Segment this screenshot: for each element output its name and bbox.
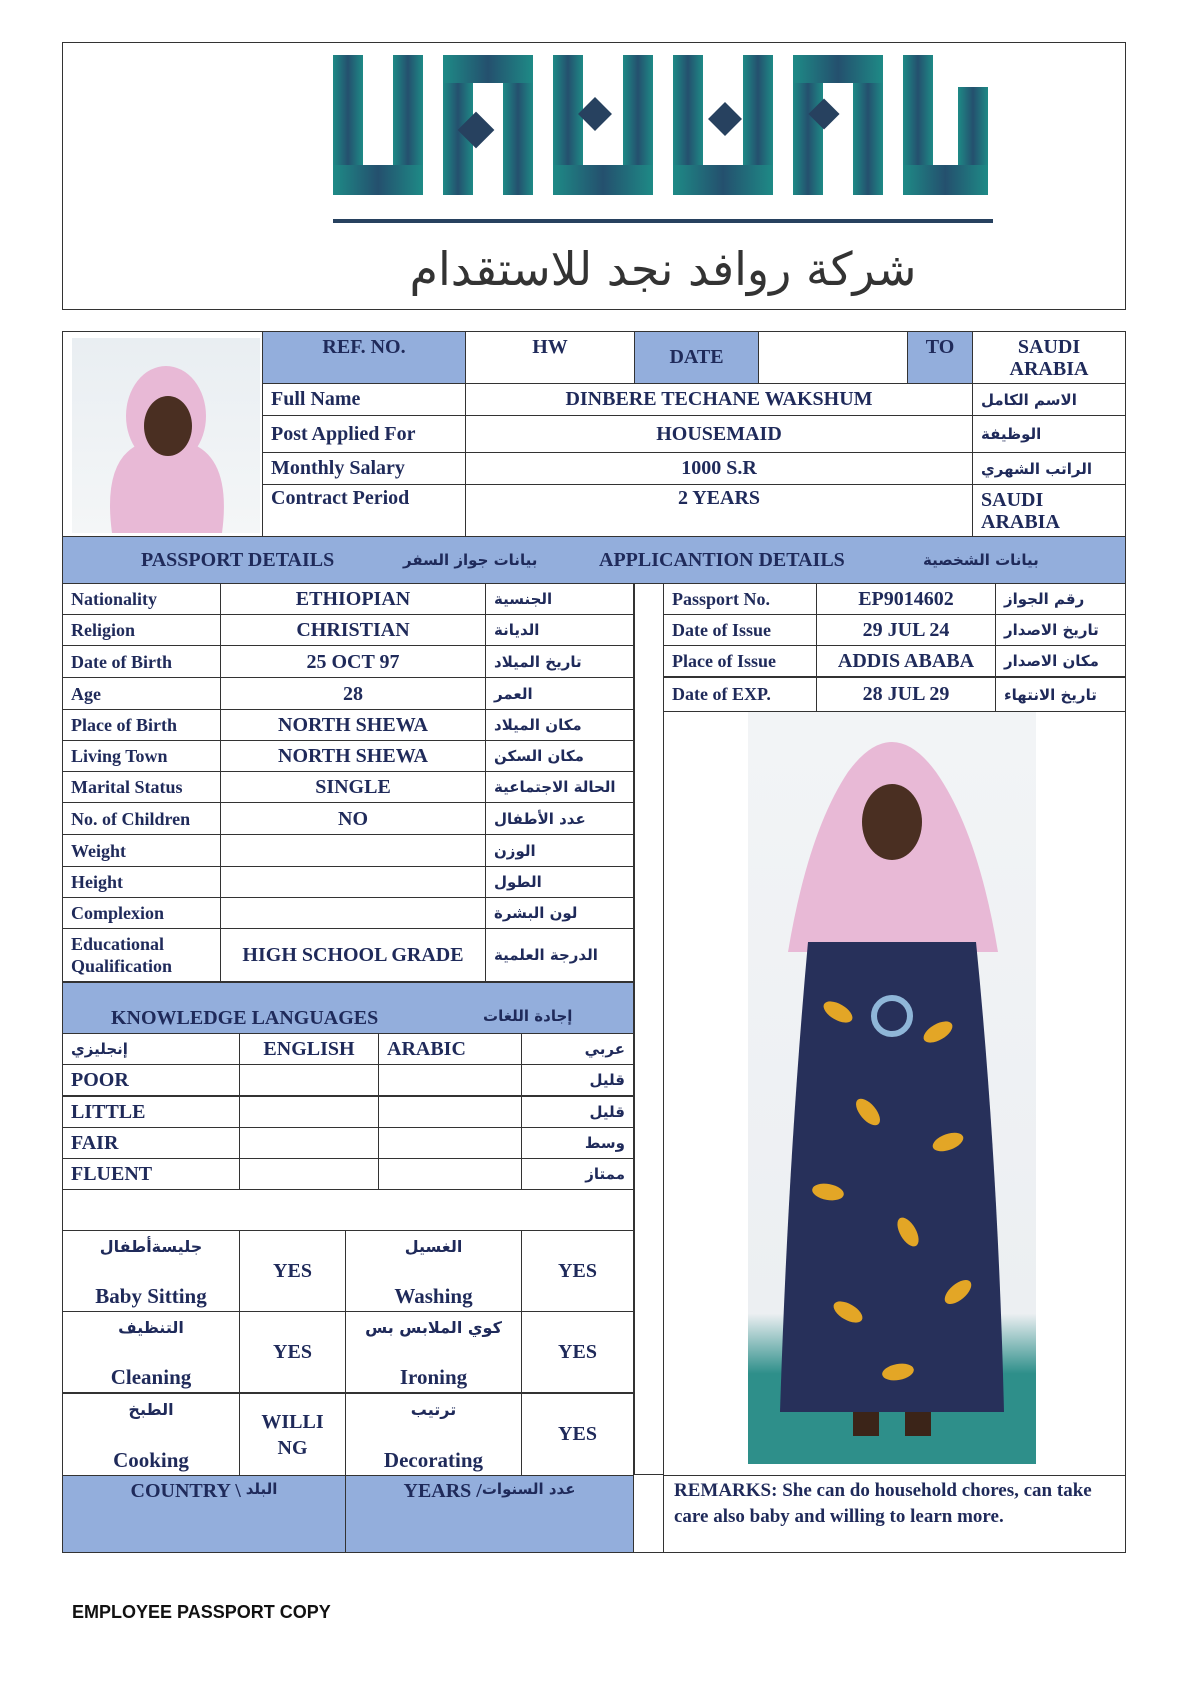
passport-label: Place of Issue <box>663 645 817 677</box>
skill-name-cell <box>345 1311 522 1393</box>
passport-details-heading: PASSPORT DETAILS <box>141 549 335 571</box>
contract-value: 2 YEARS <box>465 484 973 537</box>
personal-label-ar: الجنسية <box>485 583 634 615</box>
skill-name: Baby Sitting <box>95 1284 207 1308</box>
country-label: COUNTRY \ <box>130 1480 241 1502</box>
salary-value: 1000 S.R <box>465 452 973 485</box>
passport-label-ar: رقم الجواز <box>995 583 1126 615</box>
personal-value: CHRISTIAN <box>220 614 486 646</box>
section-bar <box>62 536 1126 584</box>
arabic-level-cell <box>378 1096 522 1128</box>
language-level-label-ar: قليل <box>521 1064 634 1096</box>
applicant-full-body-photo <box>748 712 1036 1464</box>
contract-label: Contract Period <box>262 484 466 537</box>
arabic-level-cell <box>378 1127 522 1159</box>
english-level-cell <box>239 1127 379 1159</box>
col-arabic-ar: عربي <box>521 1033 634 1065</box>
country-header <box>62 1475 346 1553</box>
personal-label: Educational Qualification <box>62 928 221 982</box>
personal-label: Place of Birth <box>62 709 221 741</box>
passport-label-ar: تاريخ الاصدار <box>995 614 1126 646</box>
salary-label: Monthly Salary <box>262 452 466 485</box>
date-value <box>758 331 908 384</box>
skill-name-ar: ترتيب <box>410 1400 457 1419</box>
english-level-cell <box>239 1096 379 1128</box>
personal-label: Height <box>62 866 221 898</box>
to-label: TO <box>907 331 973 384</box>
skill-name-ar: كوي الملابس بس <box>365 1318 502 1337</box>
passport-label: Date of Issue <box>663 614 817 646</box>
personal-label: Complexion <box>62 897 221 929</box>
post-label-ar: الوظيفة <box>972 415 1126 453</box>
date-label: DATE <box>634 331 759 384</box>
skill-name-cell <box>62 1230 240 1312</box>
years-label-ar: عدد السنوات <box>481 1480 576 1498</box>
skill-name-cell <box>62 1393 240 1476</box>
country-label-ar: البلد <box>245 1480 278 1498</box>
passport-value: ADDIS ABABA <box>816 645 996 677</box>
salary-label-ar: الراتب الشهري <box>972 452 1126 485</box>
skill-value: YES <box>521 1311 634 1393</box>
personal-value: SINGLE <box>220 771 486 803</box>
personal-label-ar: مكان الميلاد <box>485 709 634 741</box>
full-name-label: Full Name <box>262 383 466 416</box>
language-level-label-ar: وسط <box>521 1127 634 1159</box>
arabic-level-cell <box>378 1064 522 1096</box>
personal-label-ar: الحالة الاجتماعية <box>485 771 634 803</box>
personal-label-ar: لون البشرة <box>485 897 634 929</box>
skill-name-ar: الغسيل <box>404 1237 463 1256</box>
skill-value: YES <box>521 1393 634 1476</box>
language-level-label: FAIR <box>62 1127 240 1159</box>
languages-title-ar: إجادة اللغات <box>483 1007 573 1025</box>
passport-label-ar: تاريخ الانتهاء <box>995 677 1126 712</box>
full-name-label-ar: الاسم الكامل <box>972 383 1126 416</box>
skill-value: YES <box>239 1311 346 1393</box>
passport-label: Date of EXP. <box>663 677 817 712</box>
col-arabic: ARABIC <box>378 1033 522 1065</box>
passport-label: Passport No. <box>663 583 817 615</box>
skill-value: WILLI NG <box>239 1393 346 1476</box>
languages-heading <box>62 982 634 1034</box>
skill-name-cell <box>345 1393 522 1476</box>
contract-country: SAUDI ARABIA <box>972 484 1126 537</box>
personal-label: Nationality <box>62 583 221 615</box>
personal-value: NORTH SHEWA <box>220 709 486 741</box>
skill-name: Cleaning <box>110 1365 192 1389</box>
company-logo-mark <box>333 47 993 233</box>
skill-name-ar: التنظيف <box>118 1318 184 1337</box>
logo-box <box>62 42 1126 310</box>
applicant-portrait-photo <box>72 338 260 533</box>
passport-value: EP9014602 <box>816 583 996 615</box>
passport-value: 28 JUL 29 <box>816 677 996 712</box>
skill-name-cell <box>62 1311 240 1393</box>
personal-value <box>220 834 486 867</box>
personal-label: Living Town <box>62 740 221 772</box>
passport-label-ar: مكان الاصدار <box>995 645 1126 677</box>
personal-label: No. of Children <box>62 802 221 835</box>
skill-name: Decorating <box>383 1448 484 1472</box>
ref-no-value: HW <box>465 331 635 384</box>
skill-name: Ironing <box>399 1365 468 1389</box>
english-level-cell <box>239 1158 379 1190</box>
skill-name: Washing <box>394 1284 473 1308</box>
personal-label: Religion <box>62 614 221 646</box>
skill-value: YES <box>521 1230 634 1312</box>
personal-label-ar: الوزن <box>485 834 634 867</box>
years-label: YEARS / <box>403 1480 482 1502</box>
post-value: HOUSEMAID <box>465 415 973 453</box>
personal-label: Age <box>62 677 221 710</box>
personal-label-ar: تاريخ الميلاد <box>485 645 634 678</box>
col-english: ENGLISH <box>239 1033 379 1065</box>
personal-label-ar: مكان السكن <box>485 740 634 772</box>
language-level-label-ar: ممتاز <box>521 1158 634 1190</box>
personal-value: HIGH SCHOOL GRADE <box>220 928 486 982</box>
personal-label: Date of Birth <box>62 645 221 678</box>
personal-value <box>220 866 486 898</box>
language-level-label: FLUENT <box>62 1158 240 1190</box>
full-name-value: DINBERE TECHANE WAKSHUM <box>465 383 973 416</box>
passport-details-heading-ar: بيانات جواز السفر <box>403 551 538 569</box>
personal-label-ar: عدد الأطفال <box>485 802 634 835</box>
remarks: REMARKS: She can do household chores, can take care also baby and willing to learn more. <box>663 1475 1126 1553</box>
skill-name-cell <box>345 1230 522 1312</box>
skill-name-ar: جليسةأطفال <box>99 1237 203 1256</box>
personal-value: ETHIOPIAN <box>220 583 486 615</box>
ref-no-label: REF. NO. <box>262 331 466 384</box>
post-label: Post Applied For <box>262 415 466 453</box>
personal-label: Marital Status <box>62 771 221 803</box>
personal-value: 25 OCT 97 <box>220 645 486 678</box>
years-header <box>345 1475 634 1553</box>
col-english-ar: إنجليزي <box>62 1033 240 1065</box>
blank-row <box>62 1189 634 1231</box>
application-details-heading: APPLICANTION DETAILS <box>599 549 845 571</box>
language-level-label: POOR <box>62 1064 240 1096</box>
personal-value: NORTH SHEWA <box>220 740 486 772</box>
personal-value: NO <box>220 802 486 835</box>
personal-label-ar: الطول <box>485 866 634 898</box>
company-name-arabic: شركة روافد نجد للاستقدام <box>409 242 917 296</box>
skill-value: YES <box>239 1230 346 1312</box>
personal-label: Weight <box>62 834 221 867</box>
personal-label-ar: الديانة <box>485 614 634 646</box>
personal-value <box>220 897 486 929</box>
passport-value: 29 JUL 24 <box>816 614 996 646</box>
language-level-label-ar: قليل <box>521 1096 634 1128</box>
personal-label-ar: العمر <box>485 677 634 710</box>
skill-name: Cooking <box>113 1448 189 1472</box>
footer-caption: EMPLOYEE PASSPORT COPY <box>72 1602 331 1622</box>
personal-label-ar: الدرجة العلمية <box>485 928 634 982</box>
arabic-level-cell <box>378 1158 522 1190</box>
english-level-cell <box>239 1064 379 1096</box>
application-details-heading-ar: بيانات الشخصية <box>923 551 1039 569</box>
language-level-label: LITTLE <box>62 1096 240 1128</box>
personal-value: 28 <box>220 677 486 710</box>
column-gap <box>634 583 664 1475</box>
languages-title: KNOWLEDGE LANGUAGES <box>111 1007 379 1029</box>
to-value: SAUDI ARABIA <box>972 331 1126 384</box>
skill-name-ar: الطبخ <box>128 1400 174 1419</box>
